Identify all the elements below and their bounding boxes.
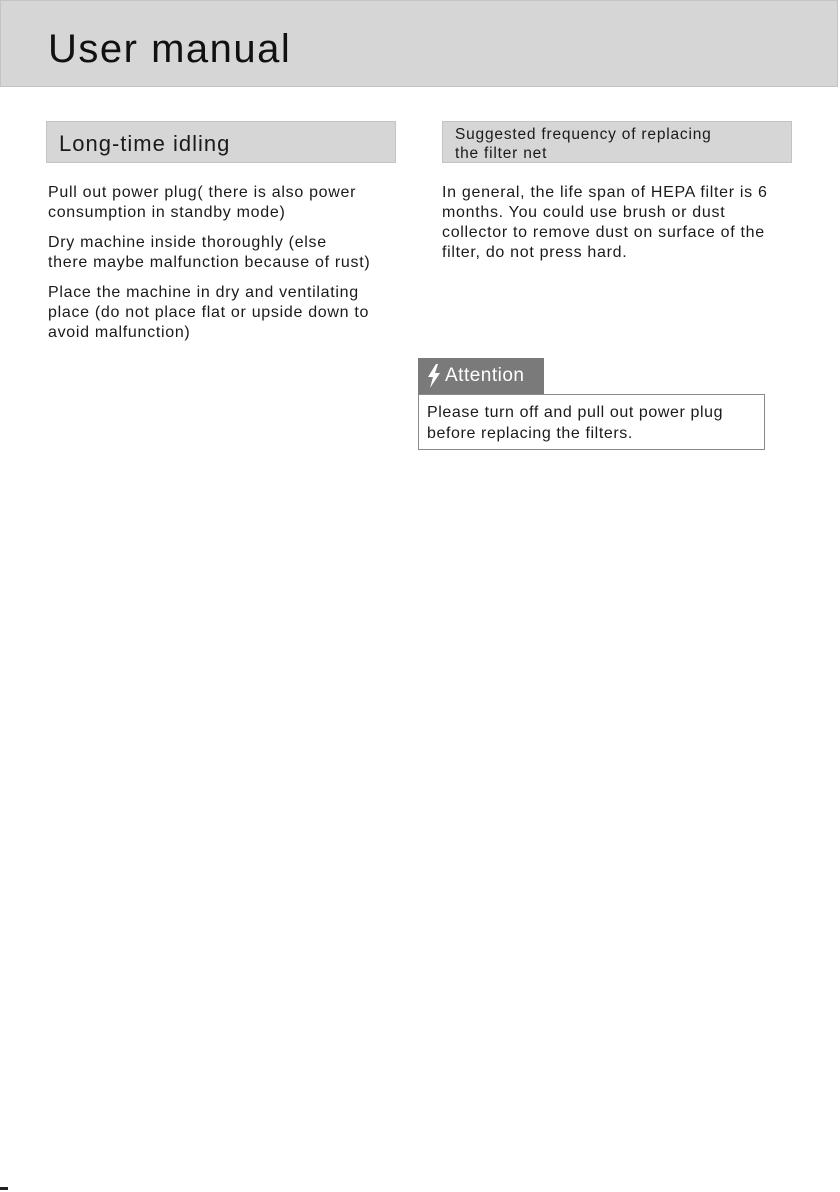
paragraph-dry-machine: Dry machine inside thoroughly (else there maybe malfunction because of rust) <box>48 234 371 271</box>
paragraph-placement: Place the machine in dry and ventilating place (do not place flat or upside down to avoid malfunction) <box>48 284 370 341</box>
paragraph-power-plug: Pull out power plug( there is also power consumption in standby mode) <box>48 184 357 221</box>
paragraph-hepa-lifespan: In general, the life span of HEPA filter is 6 months. You could use brush or dust collector to remove dust on surface of the filter, do not press hard. <box>442 184 768 261</box>
attention-text: Please turn off and pull out power plug before replacing the filters. <box>427 404 724 442</box>
corner-mark <box>0 1187 8 1190</box>
section-heading-filter-replacement <box>442 121 792 163</box>
section-heading-long-time-idling <box>46 121 396 163</box>
page-title: User manual <box>48 27 292 71</box>
section-heading-label: Long-time idling <box>59 131 231 156</box>
attention-box <box>418 394 765 450</box>
section-heading-label: Suggested frequency of replacing the filter net <box>455 126 712 162</box>
lightning-bolt-icon <box>426 364 442 388</box>
right-column <box>442 183 812 273</box>
header-band <box>0 0 838 87</box>
left-column <box>48 183 418 353</box>
attention-tab <box>418 358 544 394</box>
attention-label: Attention <box>445 365 525 386</box>
